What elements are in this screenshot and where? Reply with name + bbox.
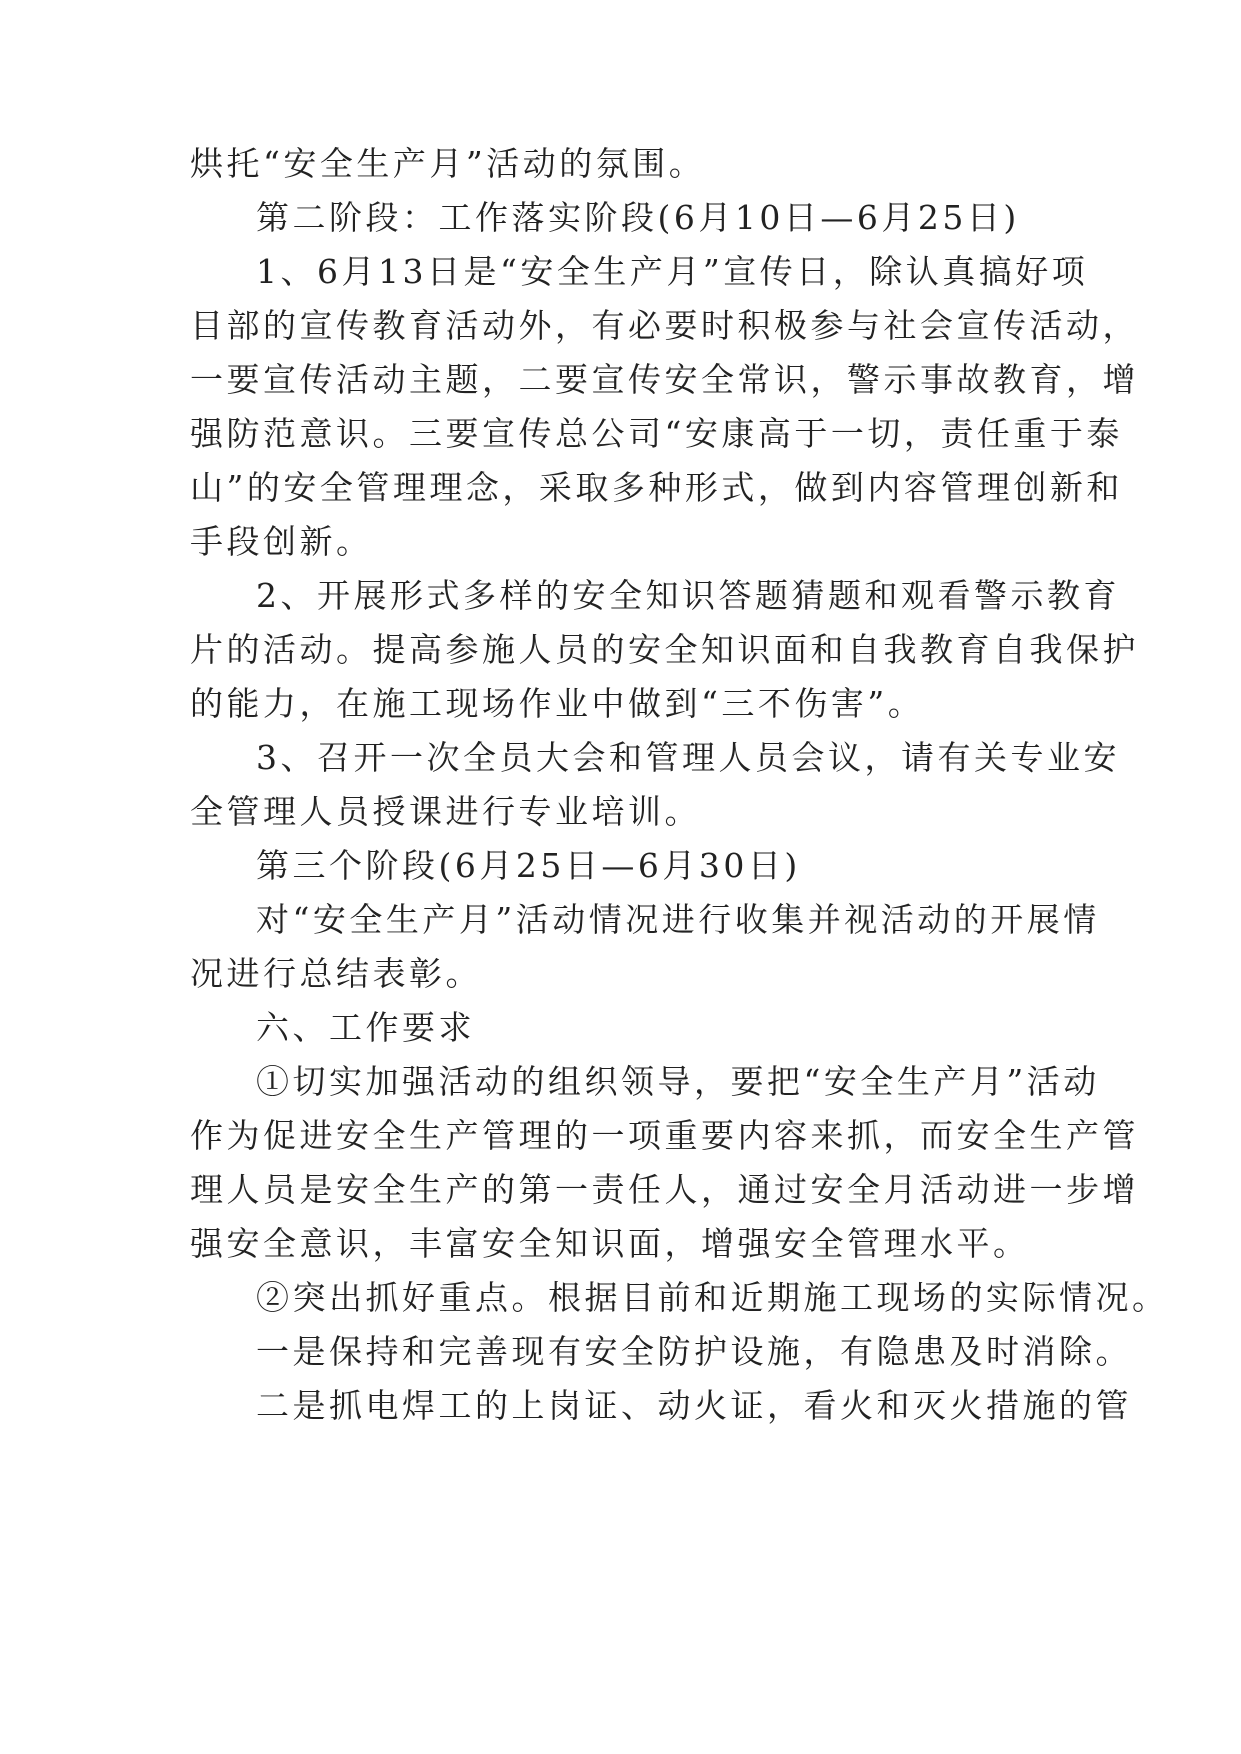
text-line: 2、开展形式多样的安全知识答题猜题和观看警示教育: [256, 576, 1120, 615]
text-line: 烘托“安全生产月”活动的氛围。: [190, 144, 706, 183]
text-line: 二是抓电焊工的上岗证、动火证，看火和灭火措施的管: [256, 1386, 1132, 1425]
text-line: 手段创新。: [190, 522, 373, 561]
text-line: 理人员是安全生产的第一责任人，通过安全月活动进一步增: [190, 1170, 1139, 1209]
text-line: 片的活动。提高参施人员的安全知识面和自我教育自我保护: [190, 630, 1139, 669]
section-heading: 第二阶段：工作落实阶段(6月10日—6月25日): [256, 198, 1020, 237]
text-line: 山”的安全管理理念，采取多种形式，做到内容管理创新和: [190, 468, 1123, 507]
text-line: ①切实加强活动的组织领导，要把“安全生产月”活动: [256, 1062, 1100, 1101]
text-line: 1、6月13日是“安全生产月”宣传日，除认真搞好项: [256, 252, 1089, 291]
text-line: 强防范意识。三要宣传总公司“安康高于一切，责任重于泰: [190, 414, 1123, 453]
text-line: 的能力，在施工现场作业中做到“三不伤害”。: [190, 684, 925, 723]
section-heading: 六、工作要求: [256, 1008, 475, 1047]
text-line: 目部的宣传教育活动外，有必要时积极参与社会宣传活动，: [190, 306, 1139, 345]
text-line: 作为促进安全生产管理的一项重要内容来抓，而安全生产管: [190, 1116, 1139, 1155]
section-heading: 第三个阶段(6月25日—6月30日): [256, 846, 801, 885]
text-line: 强安全意识，丰富安全知识面，增强安全管理水平。: [190, 1224, 1030, 1263]
text-line: 一是保持和完善现有安全防护设施，有隐患及时消除。: [256, 1332, 1132, 1371]
text-line: 3、召开一次全员大会和管理人员会议，请有关专业安: [256, 738, 1120, 777]
text-line: 对“安全生产月”活动情况进行收集并视活动的开展情: [256, 900, 1100, 939]
text-line: ②突出抓好重点。根据目前和近期施工现场的实际情况。: [256, 1278, 1169, 1317]
text-line: 全管理人员授课进行专业培训。: [190, 792, 701, 831]
text-line: 况进行总结表彰。: [190, 954, 482, 993]
text-line: 一要宣传活动主题，二要宣传安全常识，警示事故教育，增: [190, 360, 1139, 399]
